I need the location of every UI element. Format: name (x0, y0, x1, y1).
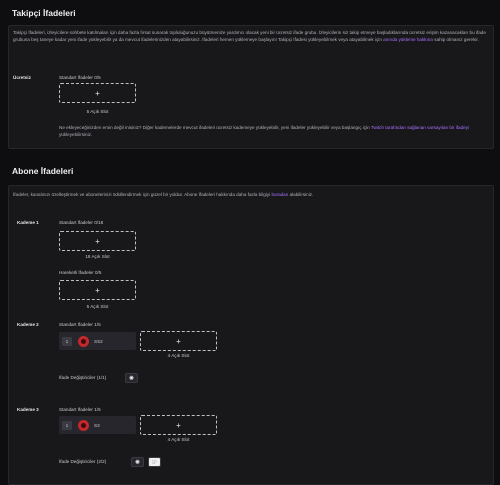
follower-description: Takipçi İfadeleri, izleyicilere sohbete katılmaları için daha fazla fırsat sunarak topluluğunuzu büyütmenize yardımcı olacak yeni bir ücretsiz ifade grubu. İzleyicilerin siz takip etmeye başladıklarında ücretsiz erişim kazanacakları bu ifade grubuna beş taneye kadar yeni ifade yükleyebilir ya da mevcut ifadelerinizden atayabilirsiniz. İfadeleri hemen yüklemeye başlayın! Takipçi İfadesi yükleyebilmek veya atayabilmek için anında yükleme hakkına sahip olmanız gerekir. (13, 30, 486, 42)
subscriber-section-title: Abone İfadeleri (12, 166, 74, 176)
tier2-standard-label: Standart İfadeler 1/5 (59, 322, 101, 327)
tier1-animated-label: Hareketli İfadeler 0/5 (59, 270, 102, 275)
emote-code: S3 (94, 422, 100, 428)
follower-open-slots: 5 Açık Slot (86, 109, 109, 114)
tier2-open-slots: 4 Açık Slot (167, 353, 190, 358)
tier1-standard-open-slots: 18 Açık Slot (85, 254, 110, 259)
add-icon: + (176, 336, 181, 346)
learn-more-link[interactable]: buradan (271, 192, 289, 197)
tier3-standard-label: Standart İfadeler 1/5 (59, 407, 101, 412)
sparkle-modifier-icon[interactable]: ✺ (131, 457, 144, 467)
tier2-modifiers-label: İfade Değiştiriciler (1/1) (59, 375, 107, 380)
add-icon: + (95, 236, 100, 246)
tier2-label: Kademe 2 (17, 322, 39, 327)
tier1-label: Kademe 1 (17, 220, 39, 225)
follower-section-title: Takipçi İfadeleri (12, 8, 76, 18)
emote-code: SS2 (94, 338, 103, 344)
tier3-emote-card[interactable] (59, 416, 136, 434)
add-icon: + (95, 88, 100, 98)
tier3-upload-slot[interactable] (140, 415, 217, 435)
follower-upload-slot[interactable] (59, 83, 136, 103)
emote-position: 1 (62, 421, 72, 430)
follower-standard-label: Standart İfadeler 0/5 (59, 75, 101, 80)
tier2-upload-slot[interactable] (140, 331, 217, 351)
tier3-open-slots: 4 Açık Slot (167, 437, 190, 442)
add-icon: + (176, 420, 181, 430)
tier1-standard-upload-slot[interactable] (59, 231, 136, 251)
hand-modifier-icon[interactable]: ☞ (148, 457, 161, 467)
tier1-animated-upload-slot[interactable] (59, 280, 136, 300)
subscriber-panel (8, 185, 494, 485)
emote-face-icon (78, 420, 89, 431)
free-tier-label: Ücretsiz (13, 75, 31, 80)
tier3-modifiers-label: İfade Değiştiriciler (2/2) (59, 459, 107, 464)
tier3-label: Kademe 3 (17, 407, 39, 412)
tier1-standard-label: Standart İfadeler 0/18 (59, 220, 104, 225)
add-icon: + (95, 285, 100, 295)
sparkle-modifier-icon[interactable]: ✺ (125, 373, 138, 383)
subscriber-description: İfadeler, kanalınızı özelleştirmek ve abonelerinizi ödüllendirmek için güzel bir yoldur. Abone İfadeleri hakkında daha fazla bilgiyi buradan alabilirsiniz. (13, 192, 314, 197)
default-emote-link[interactable]: Twitch tarafından sağlanan varsayılan bir ifadeyi (370, 125, 470, 130)
instant-upload-link[interactable]: anında yükleme hakkına (383, 37, 433, 42)
follower-note: Ne ekleyeceğinizden emin değil misiniz? Diğer kademelerde mevcut ifadeleri ücretsiz kademeye yükleyebilir, yeni ifadeler yükleyebilir veya başlangıç için Twitch tarafından sağlanan varsayılan bir ifadeyi yükleyebilirsiniz. (59, 125, 470, 137)
emote-face-icon (78, 336, 89, 347)
tier1-animated-open-slots: 5 Açık Slot (86, 304, 109, 309)
emote-position: 1 (62, 337, 72, 346)
follower-panel (8, 25, 494, 149)
tier2-emote-card[interactable] (59, 332, 136, 350)
